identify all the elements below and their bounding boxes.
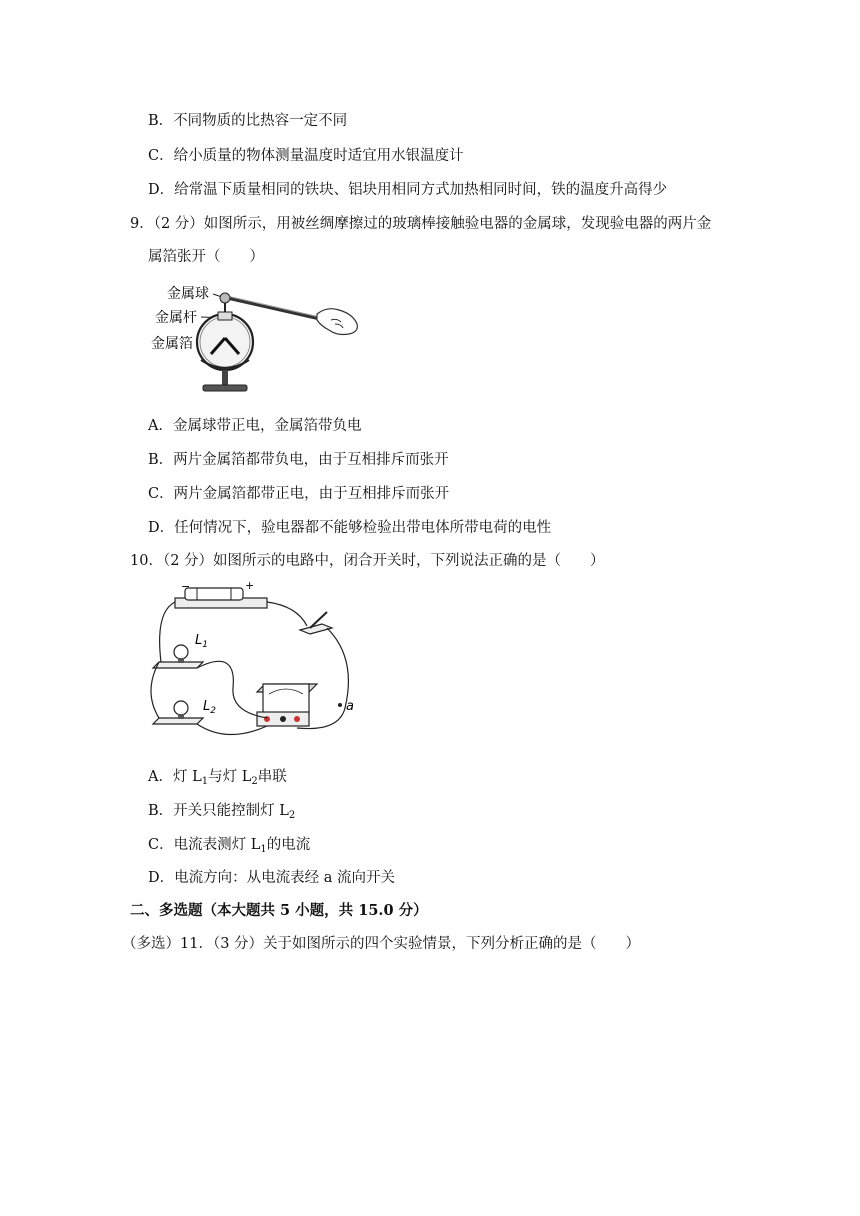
battery-plus-label: +	[245, 582, 255, 592]
q10-option-d: D．电流方向：从电流表经 a 流向开关	[148, 870, 395, 886]
q9-stem-line1: 9．（2 分）如图所示，用被丝绸摩擦过的玻璃棒接触验电器的金属球，发现验电器的两片金	[130, 216, 712, 232]
q10-option-a: A．灯 $L_1$与灯 $L_2$串联	[148, 769, 287, 787]
q9-option-a: A．金属球带正电，金属箔带负电	[148, 418, 362, 434]
q8-option-c: C．给小质量的物体测量温度时适宜用水银温度计	[148, 148, 464, 164]
lamp-l2-label: $L_2$	[203, 699, 216, 716]
q10-option-c: C．电流表测灯 $L_1$的电流	[148, 837, 311, 855]
section-heading-multi-choice: 二、多选题（本大题共 5 小题，共 15.0 分）	[130, 902, 428, 919]
q10-option-b: B．开关只能控制灯 $L_2$	[148, 803, 296, 821]
q9-option-b: B．两片金属箔都带负电，由于互相排斥而张开	[148, 452, 449, 468]
lamp-l1-label: $L_1$	[195, 633, 208, 650]
electroscope-figure	[145, 278, 370, 400]
q8-option-b: B．不同物质的比热容一定不同	[148, 113, 348, 129]
label-metal-ball: 金属球	[167, 286, 209, 302]
q9-option-d: D．任何情况下，验电器都不能够检验出带电体所带电荷的电性	[148, 520, 552, 536]
circuit-figure	[145, 582, 365, 752]
label-metal-foil: 金属箔	[151, 336, 193, 352]
point-a-label: a	[346, 699, 354, 714]
label-metal-rod: 金属杆	[155, 310, 197, 326]
q10-stem: 10．（2 分）如图所示的电路中，闭合开关时，下列说法正确的是（ ）	[130, 553, 605, 569]
q9-option-c: C．两片金属箔都带正电，由于互相排斥而张开	[148, 486, 450, 502]
q8-option-d: D．给常温下质量相同的铁块、铝块用相同方式加热相同时间，铁的温度升高得少	[148, 182, 668, 198]
q9-stem-line2: 属箔张开（ ）	[148, 249, 264, 265]
battery-minus-label: −	[181, 582, 191, 593]
q11-stem: （多选）11．（3 分）关于如图所示的四个实验情景，下列分析正确的是（ ）	[122, 936, 641, 952]
